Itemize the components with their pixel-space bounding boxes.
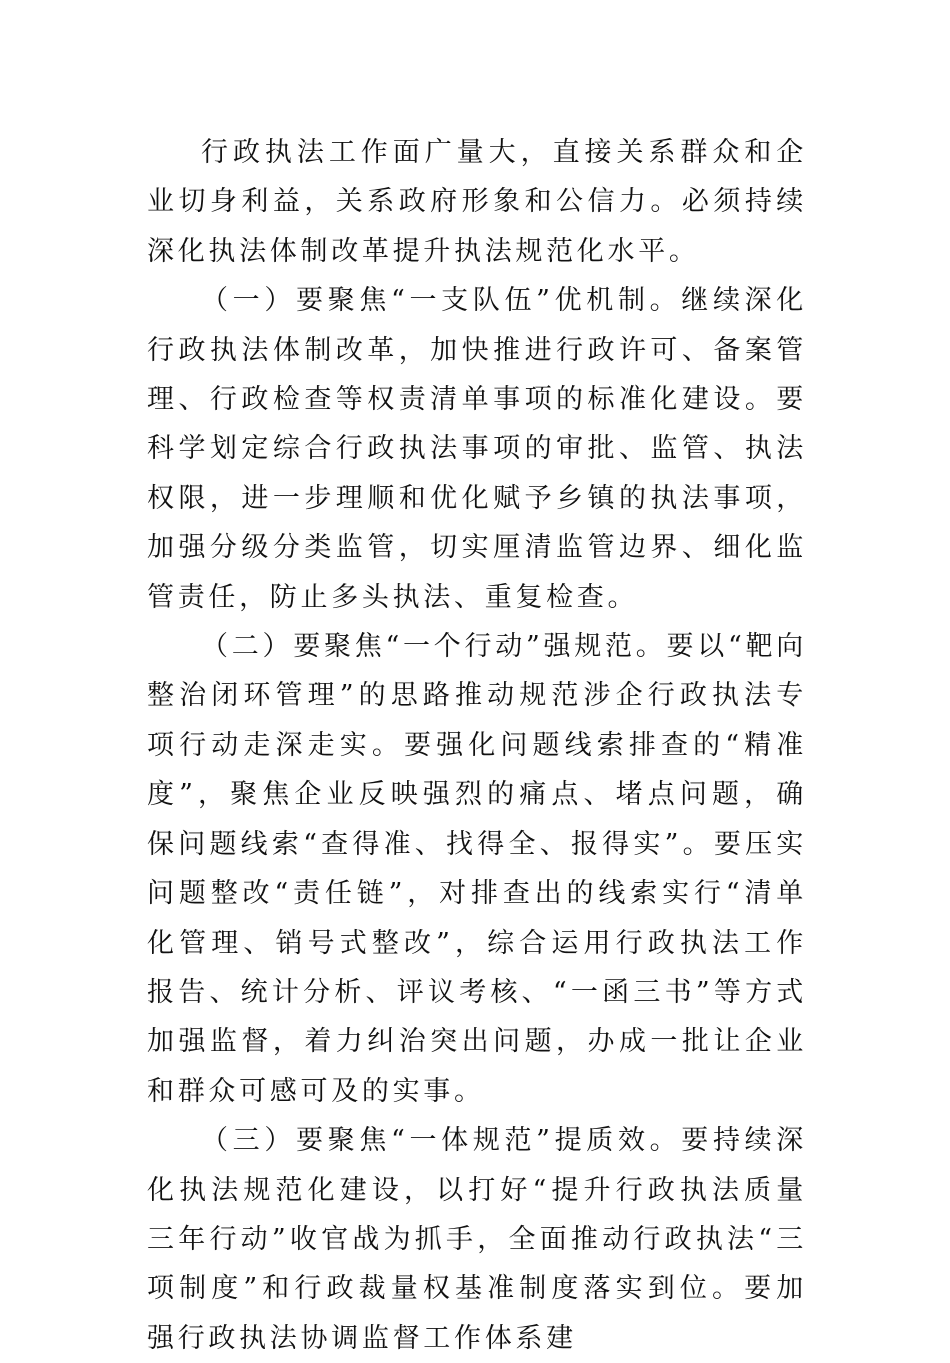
paragraph-section-2: （二）要聚焦“一个行动”强规范。要以“靶向整治闭环管理”的思路推动规范涉企行政执法专项行动走深走实。要强化问题线索排查的“精准度”，聚焦企业反映强烈的痛点、堵点问题，确保问题线索“查得准、找得全、报得实”。要压实问题整改“责任链”，对排查出的线索实行“清单化管理、销号式整改”，综合运用行政执法工作报告、统计分析、评议考核、“一函三书”等方式加强监督，着力纠治突出问题，办成一批让企业和群众可感可及的实事。 <box>147 631 807 1107</box>
document-body <box>147 128 807 1363</box>
paragraph-section-1: （一）要聚焦“一支队伍”优机制。继续深化行政执法体制改革，加快推进行政许可、备案管理、行政检查等权责清单事项的标准化建设。要科学划定综合行政执法事项的审批、监管、执法权限，进一步理顺和优化赋予乡镇的执法事项，加强分级分类监管，切实厘清监管边界、细化监管责任，防止多头执法、重复检查。 <box>147 285 807 613</box>
paragraph-section-3: （三）要聚焦“一体规范”提质效。要持续深化执法规范化建设，以打好“提升行政执法质量三年行动”收官战为抓手，全面推动行政执法“三项制度”和行政裁量权基准制度落实到位。要加强行政执法协调监督工作体系建 <box>147 1125 807 1354</box>
paragraph-intro: 行政执法工作面广量大，直接关系群众和企业切身利益，关系政府形象和公信力。必须持续深化执法体制改革提升执法规范化水平。 <box>147 137 807 267</box>
